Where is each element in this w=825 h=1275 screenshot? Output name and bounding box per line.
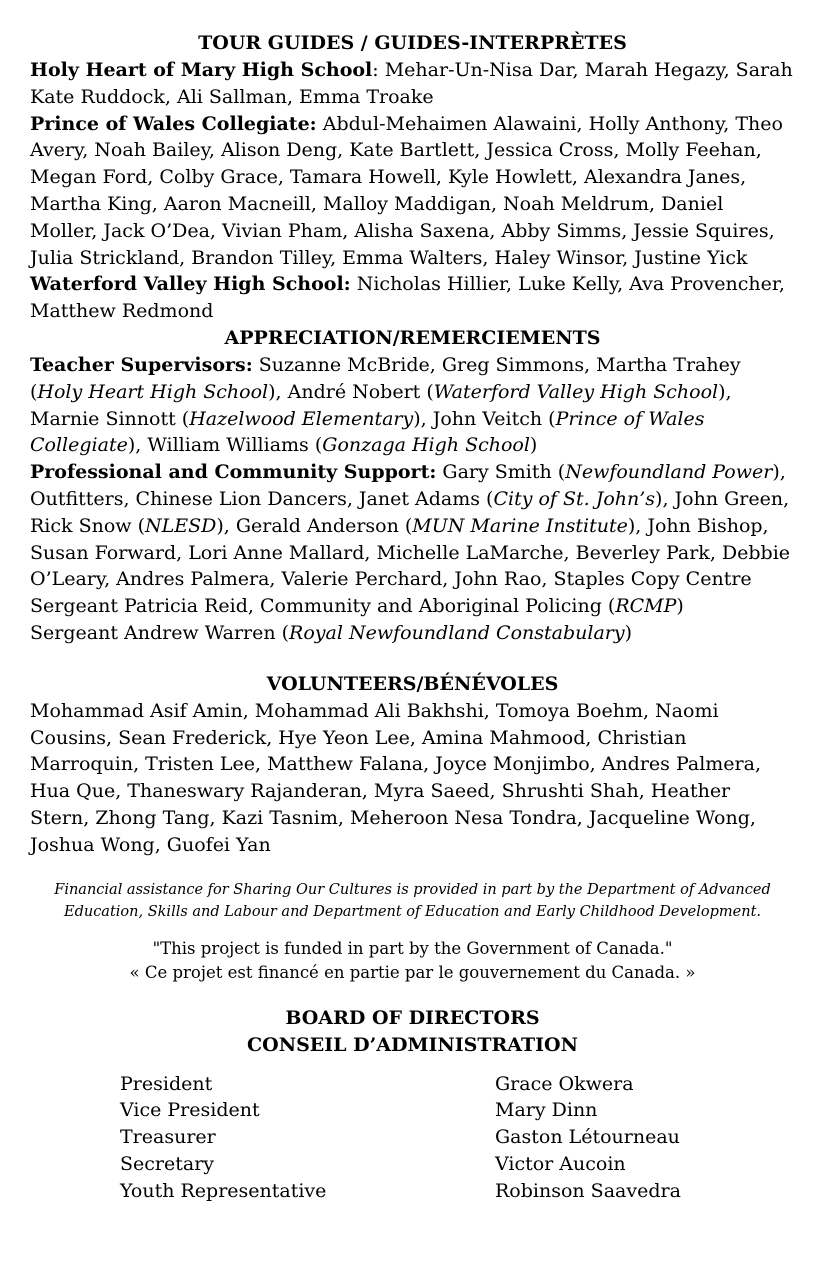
teacher-text-2: ), André Nobert ( xyxy=(268,380,434,403)
prof-org-1: Newfoundland Power xyxy=(565,461,773,484)
waterford-names: Nicholas Hillier, Luke Kelly, Ava Provencher, Matthew Redmond xyxy=(30,273,785,323)
teacher-text-1: Suzanne McBride, Greg Simmons, Martha Trahey ( xyxy=(30,353,741,403)
sergeant-reid-close: ) xyxy=(676,595,684,618)
teacher-school-2: Waterford Valley High School xyxy=(433,380,719,403)
teacher-text-5: ), William Williams ( xyxy=(127,434,323,457)
teacher-supervisors-label: Teacher Supervisors: xyxy=(30,353,253,376)
prof-text-2: ), Outfitters, Chinese Lion Dancers, Janet Adams ( xyxy=(30,461,786,510)
board-member-name: Gaston Létourneau xyxy=(495,1126,680,1149)
board-heading-fr: CONSEIL D’ADMINISTRATION xyxy=(247,1033,578,1056)
board-role: Vice President xyxy=(120,1099,260,1122)
prof-text-1: Gary Smith ( xyxy=(436,461,566,484)
board-member-name: Robinson Saavedra xyxy=(495,1179,681,1202)
sergeant-warren-close: ) xyxy=(624,621,633,644)
professional-support-label: Professional and Community Support: xyxy=(30,461,437,484)
teacher-school-3: Hazelwood Elementary xyxy=(189,407,414,430)
board-role: Treasurer xyxy=(120,1126,216,1149)
prof-text-4: ), Gerald Anderson ( xyxy=(216,514,413,537)
prof-org-4: MUN Marine Institute xyxy=(412,514,628,537)
prince-of-wales-label: Prince of Wales Collegiate: xyxy=(30,112,317,135)
prince-of-wales-names: Abdul-Mehaimen Alawaini, Holly Anthony, Theo Avery, Noah Bailey, Alison Deng, Kate Bartlett, Jessica Cross, Molly Feehan, Megan Ford, Colby Grace, Tamara Howell, Kyle Howlett, Alexandra Janes, Martha King, Aaron Macneill, Malloy Maddigan, Noah Meldrum, Daniel Moller, Jack O’Dea, Vivian Pham, Alisha Saxena, Abby Simms, Jessie Squires, Julia Strickland, Brandon Tilley, Emma Walters, Haley Winsor, Justine Yick xyxy=(30,112,783,269)
funding-notice xyxy=(30,937,795,985)
prof-text-3: ), John Green, Rick Snow ( xyxy=(30,487,790,537)
professional-support-paragraph xyxy=(30,459,795,593)
teacher-text-3: ), Marnie Sinnott ( xyxy=(30,380,732,430)
board-role: Secretary xyxy=(120,1152,215,1175)
holy-heart-paragraph xyxy=(30,57,795,111)
board-member-name: Victor Aucoin xyxy=(495,1152,626,1175)
sergeant-warren-line xyxy=(30,620,795,647)
financial-assistance-note: Financial assistance for Sharing Our Cultures is provided in part by the Department of Advanced Education, Skills and Labour and Department of Education and Early Childhood Development. xyxy=(54,881,771,920)
document-page xyxy=(30,30,795,1211)
funding-notice-fr: « Ce projet est financé en partie par le gouvernement du Canada. » xyxy=(129,962,696,982)
board-role: President xyxy=(120,1072,213,1095)
board-members-list xyxy=(30,1071,795,1211)
tour-guides-heading: TOUR GUIDES / GUIDES-INTERPRÈTES xyxy=(198,32,627,54)
teacher-school-1: Holy Heart High School xyxy=(37,380,269,403)
rnc-org: Royal Newfoundland Constabulary xyxy=(289,621,625,644)
holy-heart-label: Holy Heart of Mary High School xyxy=(30,59,373,81)
rcmp-org: RCMP xyxy=(615,595,677,618)
board-member-name: Grace Okwera xyxy=(495,1072,634,1095)
appreciation-heading: APPRECIATION/REMERCIEMENTS xyxy=(224,326,601,349)
teacher-school-4: Prince of Wales Collegiate xyxy=(30,407,705,457)
board-role: Youth Representative xyxy=(120,1179,327,1202)
volunteers-names: Mohammad Asif Amin, Mohammad Ali Bakhshi, Tomoya Boehm, Naomi Cousins, Sean Frederick, Hye Yeon Lee, Amina Mahmood, Christian Marroquin, Tristen Lee, Matthew Falana, Joyce Monjimbo, Andres Palmera, Hua Que, Thaneswary Rajanderan, Myra Saeed, Shrushti Shah, Heather Stern, Zhong Tang, Kazi Tasnim, Meheroon Nesa Tondra, Jacqueline Wong, Joshua Wong, Guofei Yan xyxy=(30,699,761,856)
teacher-supervisors-paragraph xyxy=(30,352,795,459)
sergeant-reid-text: Sergeant Patricia Reid, Community and Aboriginal Policing ( xyxy=(30,595,616,618)
teacher-school-5: Gonzaga High School xyxy=(322,434,530,457)
teacher-text-6: ) xyxy=(529,434,538,457)
prof-text-5: ), John Bishop, Susan Forward, Lori Anne Mallard, Michelle LaMarche, Beverley Park, Debbie O’Leary, Andres Palmera, Valerie Perchard, John Rao, Staples Copy Centre xyxy=(30,514,791,591)
board-heading-en: BOARD OF DIRECTORS xyxy=(285,1006,540,1029)
prof-org-3: NLESD xyxy=(144,514,217,537)
sergeant-reid-line xyxy=(30,593,795,620)
prince-of-wales-paragraph xyxy=(30,111,795,272)
prof-org-2: City of St. John’s xyxy=(493,487,656,510)
holy-heart-names: : Mehar-Un-Nisa Dar, Marah Hegazy, Sarah Kate Ruddock, Ali Sallman, Emma Troake xyxy=(30,59,793,108)
waterford-paragraph xyxy=(30,271,795,325)
funding-notice-en: "This project is funded in part by the Government of Canada." xyxy=(152,938,673,958)
sergeant-warren-text: Sergeant Andrew Warren ( xyxy=(30,621,290,644)
teacher-text-4: ), John Veitch ( xyxy=(413,407,556,430)
waterford-label: Waterford Valley High School: xyxy=(30,273,351,296)
volunteers-heading: VOLUNTEERS/BÉNÉVOLES xyxy=(266,672,559,695)
board-member-name: Mary Dinn xyxy=(495,1099,598,1122)
